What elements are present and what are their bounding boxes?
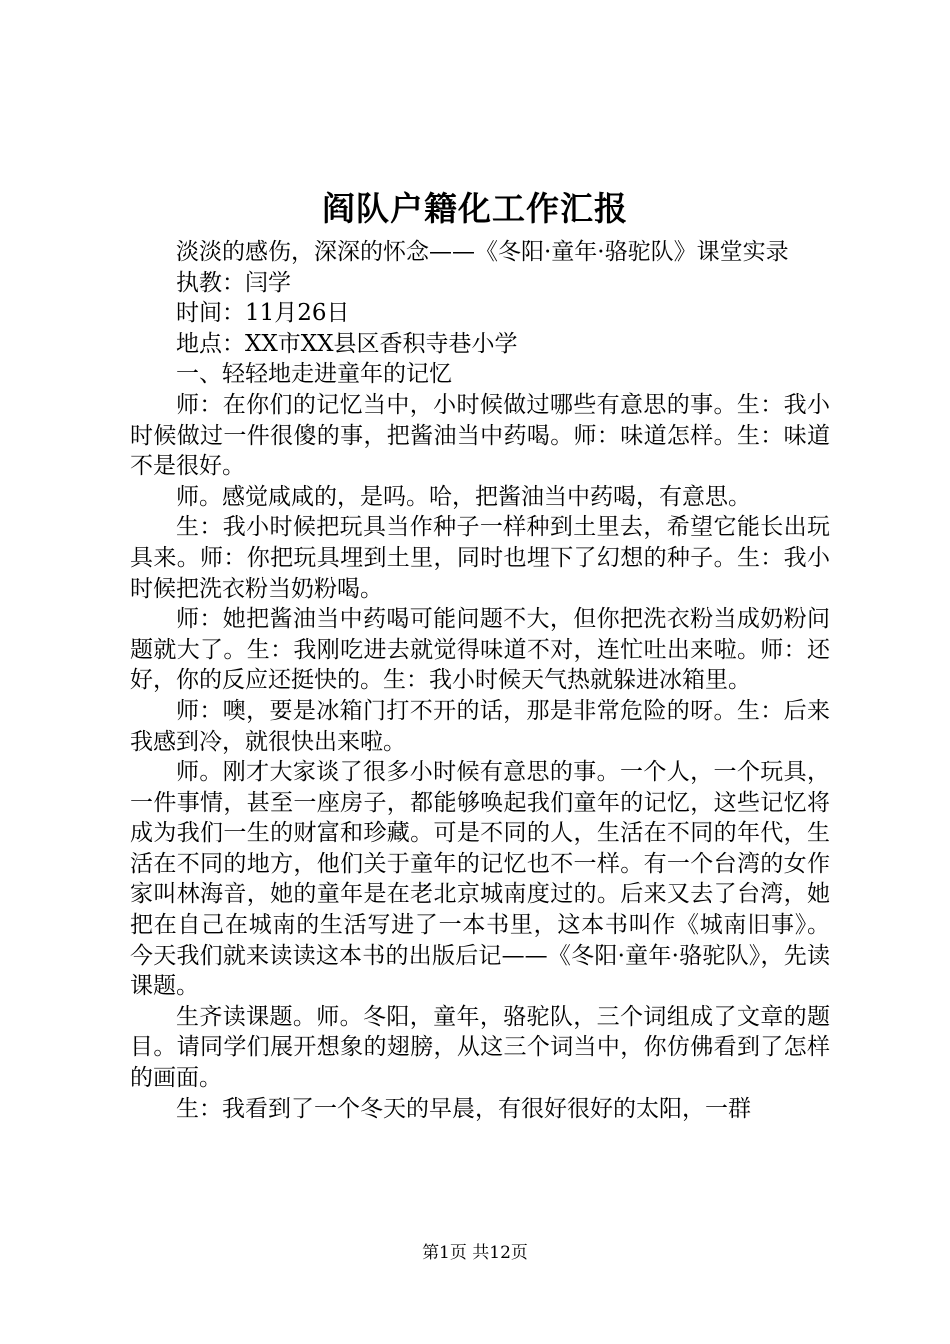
paragraph: 师：在你们的记忆当中，小时候做过哪些有意思的事。生：我小时候做过一件很傻的事，把酱油当中药喝。师：味道怎样。生：味道不是很好。 <box>130 391 830 480</box>
paragraph-teacher: 执教：闫学 <box>176 269 291 296</box>
paragraph: 师：噢，要是冰箱门打不开的话，那是非常危险的呀。生：后来我感到冷，就很快出来啦。 <box>130 697 830 755</box>
paragraph: 师。刚才大家谈了很多小时候有意思的事。一个人，一个玩具，一件事情，甚至一座房子，都能够唤起我们童年的记忆，这些记忆将成为我们一生的财富和珍藏。可是不同的人，生活在不同的年代，生活在不同的地方，他们关于童年的记忆也不一样。有一个台湾的女作家叫林海音，她的童年是在老北京城南度过的。后来又去了台湾，她把在自己在城南的生活写进了一本书里，这本书叫作《城南旧事》。今天我们就来读读这本书的出版后记——《冬阳·童年·骆驼队》，先读课题。 <box>130 759 830 1000</box>
page-number-footer: 第1页 共12页 <box>422 1243 528 1263</box>
paragraph: 生：我看到了一个冬天的早晨，有很好很好的太阳，一群 <box>176 1095 751 1122</box>
paragraph-date: 时间：11月26日 <box>176 300 350 327</box>
section-heading: 一、轻轻地走进童年的记忆 <box>176 361 452 388</box>
paragraph: 师：她把酱油当中药喝可能问题不大，但你把洗衣粉当成奶粉问题就大了。生：我刚吃进去就觉得味道不对，连忙吐出来啦。师：还好，你的反应还挺快的。生：我小时候天气热就躲进冰箱里。 <box>130 606 830 694</box>
paragraph-location: 地点：XX市XX县区香积寺巷小学 <box>176 330 518 357</box>
paragraph-lesson-heading: 淡淡的感伤，深深的怀念——《冬阳·童年·骆驼队》课堂实录 <box>176 239 789 265</box>
paragraph: 生齐读课题。师。冬阳，童年，骆驼队，三个词组成了文章的题目。请同学们展开想象的翅膀，从这三个词当中，你仿佛看到了怎样的画面。 <box>130 1003 830 1092</box>
document-body <box>130 237 830 1124</box>
document-title: 阎队户籍化工作汇报 <box>322 189 628 228</box>
paragraph: 师。感觉咸咸的，是吗。哈，把酱油当中药喝，有意思。 <box>176 483 751 510</box>
paragraph: 生：我小时候把玩具当作种子一样种到土里去，希望它能长出玩具来。师：你把玩具埋到土里，同时也埋下了幻想的种子。生：我小时候把洗衣粉当奶粉喝。 <box>130 514 830 602</box>
